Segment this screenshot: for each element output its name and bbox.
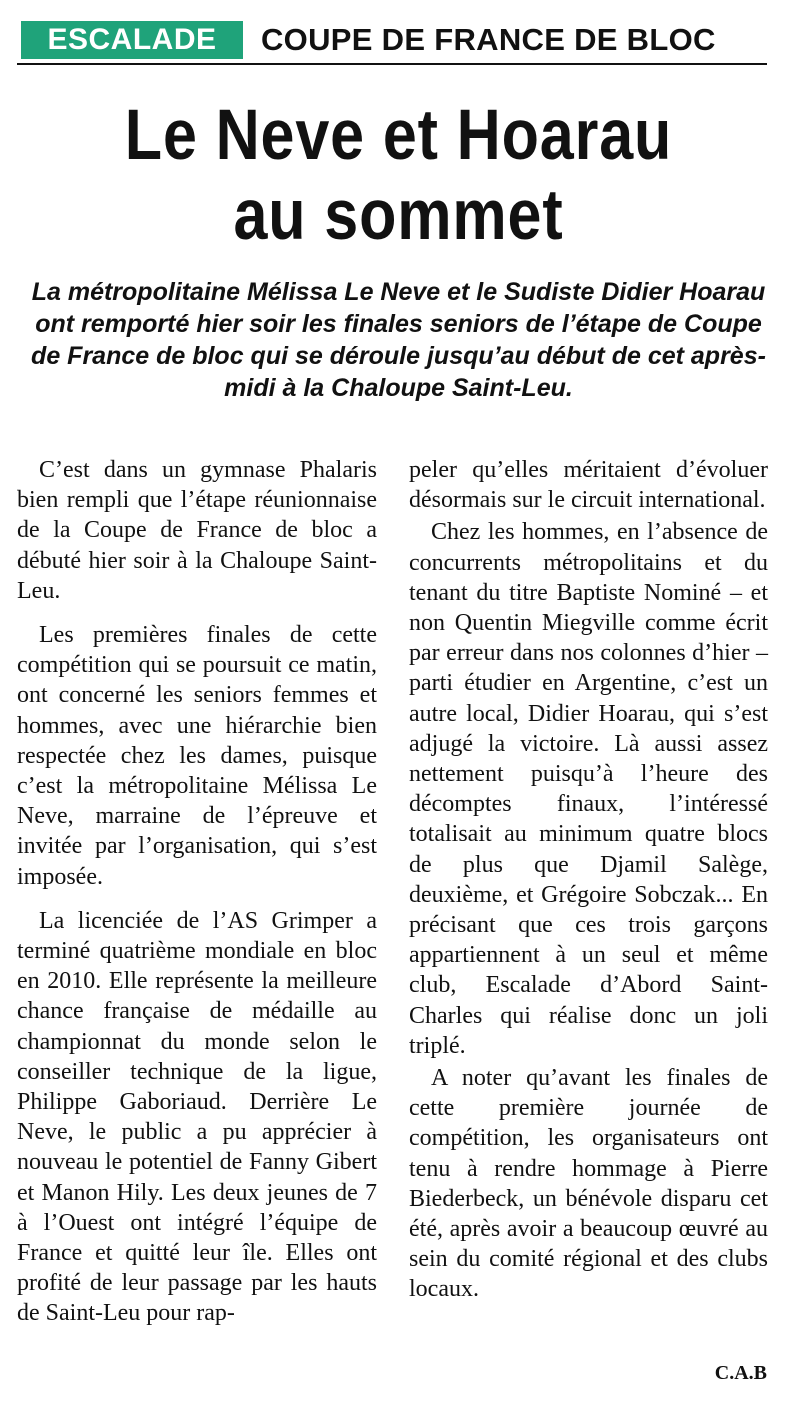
standfirst: La métropolitaine Mélissa Le Neve et le Sudiste Didier Hoarau ont remporté hier soir les finales seniors de l’étape de Coupe de France de bloc qui se déroule jusqu’au début de cet après-midi à la Chaloupe Saint-Leu.	[31, 278, 766, 402]
section-title: COUPE DE FRANCE DE BLOC	[261, 22, 716, 57]
rubric-label: ESCALADE	[21, 21, 243, 59]
author-signature: C.A.B	[714, 1362, 767, 1384]
body-column-right	[409, 455, 768, 1319]
headline-line-1: Le Neve et Hoarau	[124, 96, 673, 175]
paragraph: C’est dans un gymnase Phalaris bien rempli que l’étape réunionnaise de la Coupe de France de bloc a débuté hier soir à la Chaloupe Saint-Leu.	[17, 457, 377, 604]
paragraph: A noter qu’avant les finales de cette première journée de compétition, les organisateurs ont tenu à rendre hommage à Pierre Biederbeck, un bénévole disparu cet été, après avoir a beaucoup œuvré au sein du comité régional et des clubs locaux.	[409, 1065, 768, 1303]
paragraph: peler qu’elles méritaient d’évoluer désormais sur le circuit international.	[409, 457, 768, 514]
paragraph: Chez les hommes, en l’absence de concurrents métropolitains et du tenant du titre Baptiste Nominé – et non Quentin Miegville comme écrit par erreur dans nos colonnes d’hier – parti étudier en Argentine, c’est un autre local, Didier Hoarau, qui s’est adjugé la victoire. Là aussi assez nettement puisqu’à l’heure des décomptes finaux, l’intéressé totalisait au minimum quatre blocs de plus que Djamil Salège, deuxième, et Grégoire Sobczak... En précisant que ces trois garçons appartiennent à un seul et même club, Escalade d’Abord Saint-Charles qui réalise donc un joli triplé.	[409, 519, 768, 1059]
body-column-left	[17, 455, 377, 1343]
headline-line-2: au sommet	[233, 176, 564, 255]
section-header	[17, 18, 767, 65]
paragraph: La licenciée de l’AS Grimper a terminé quatrième mondiale en bloc en 2010. Elle représente la meilleure chance française de médaille au championnat du monde selon le conseiller technique de la ligue, Philippe Gaboriaud. Derrière Le Neve, le public a pu apprécier à nouveau le potentiel de Fanny Gibert et Manon Hily. Les deux jeunes de 7 à l’Ouest ont intégré l’équipe de France et quitté leur île. Elles ont profité de leur passage par les hauts de Saint-Leu pour rap-	[17, 907, 377, 1327]
paragraph: Les premières finales de cette compétition qui se poursuit ce matin, ont concerné les seniors femmes et hommes, avec une hiérarchie bien respectée chez les dames, puisque c’est la métropolitaine Mélissa Le Neve, marraine de l’épreuve et invitée par l’organisation, qui s’est imposée.	[17, 622, 377, 890]
headline	[0, 96, 797, 256]
